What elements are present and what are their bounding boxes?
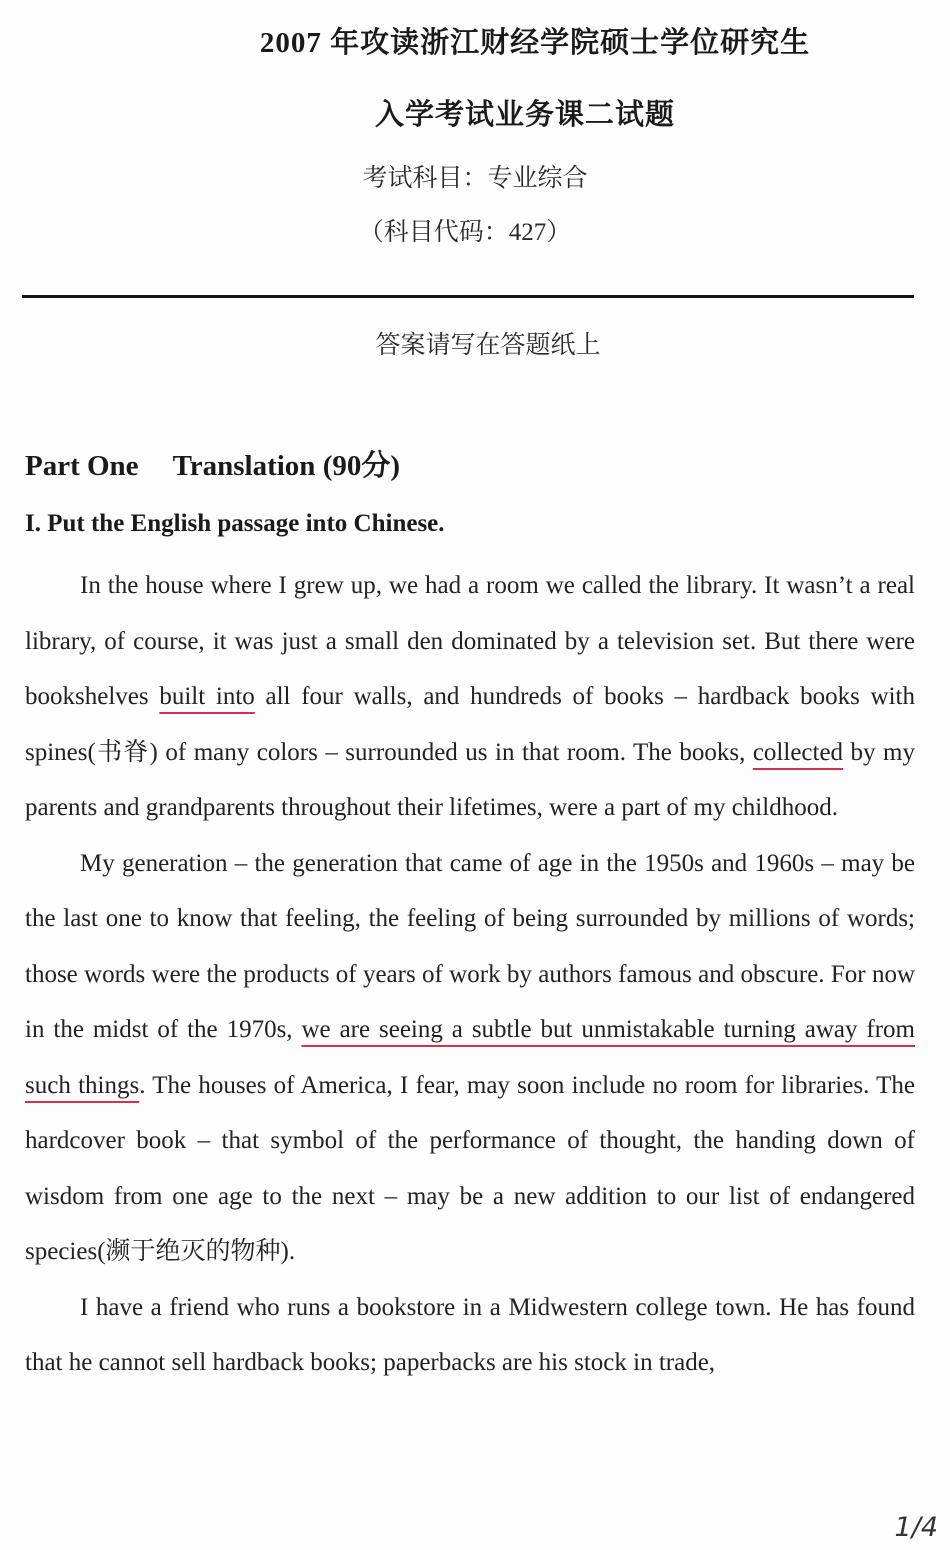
part-label: Part One <box>25 450 139 482</box>
paragraph-text: . The houses of America, I fear, may soon include no room for libraries. The hardcover book – that symbol of the performance of thought, the handing down of wisdom from one age to the next – may be a new addition to our list of endangered species(濒于绝灭的物种). <box>25 1071 915 1265</box>
ink-underlined-phrase: we are seeing a subtle but unmistakable turning away from such things <box>25 1016 916 1099</box>
ink-underlined-phrase: built into <box>159 683 255 710</box>
page-number: 1/4 <box>894 1512 938 1543</box>
passage-paragraph-2 <box>25 836 915 1280</box>
paragraph-text: all four walls, and hundreds of books – hardback books with spines(书脊) of many colors – surrounded us in that room. The books, <box>25 683 915 766</box>
answer-instruction: 答案请写在答题纸上 <box>375 332 601 359</box>
paragraph-text: I have a friend who runs a bookstore in a Midwestern college town. He has found that he cannot sell hardback books; paperbacks are his stock in trade, <box>25 1293 915 1376</box>
part-title: Translation (90分) <box>172 450 401 482</box>
exam-subject-code: （科目代码：427） <box>358 219 572 246</box>
exam-title-line-2: 入学考试业务课二试题 <box>374 99 675 131</box>
header-divider <box>22 295 914 298</box>
exam-title-line-1: 2007 年攻读浙江财经学院硕士学位研究生 <box>259 27 811 59</box>
passage <box>25 558 915 1391</box>
passage-paragraph-3 <box>25 1280 915 1391</box>
part-heading <box>25 443 400 484</box>
paragraph-text: In the house where I grew up, we had a room we called the library. It wasn’t a real library, of course, it was just a small den dominated by a television set. But there were bookshelves <box>25 572 915 710</box>
section-heading: I. Put the English passage into Chinese. <box>25 510 445 537</box>
ink-underlined-phrase: collected <box>752 738 844 766</box>
exam-subject: 考试科目：专业综合 <box>362 165 588 192</box>
paragraph-text: My generation – the generation that came of age in the 1950s and 1960s – may be the last one to know that feeling, the feeling of being surrounded by millions of words; those words were the products of years of work by authors famous and obscure. For now in the midst of the 1970s, <box>25 849 915 1043</box>
paragraph-text: by my parents and grandparents throughout their lifetimes, were a part of my childhood. <box>25 738 915 821</box>
passage-paragraph-1 <box>25 558 915 836</box>
